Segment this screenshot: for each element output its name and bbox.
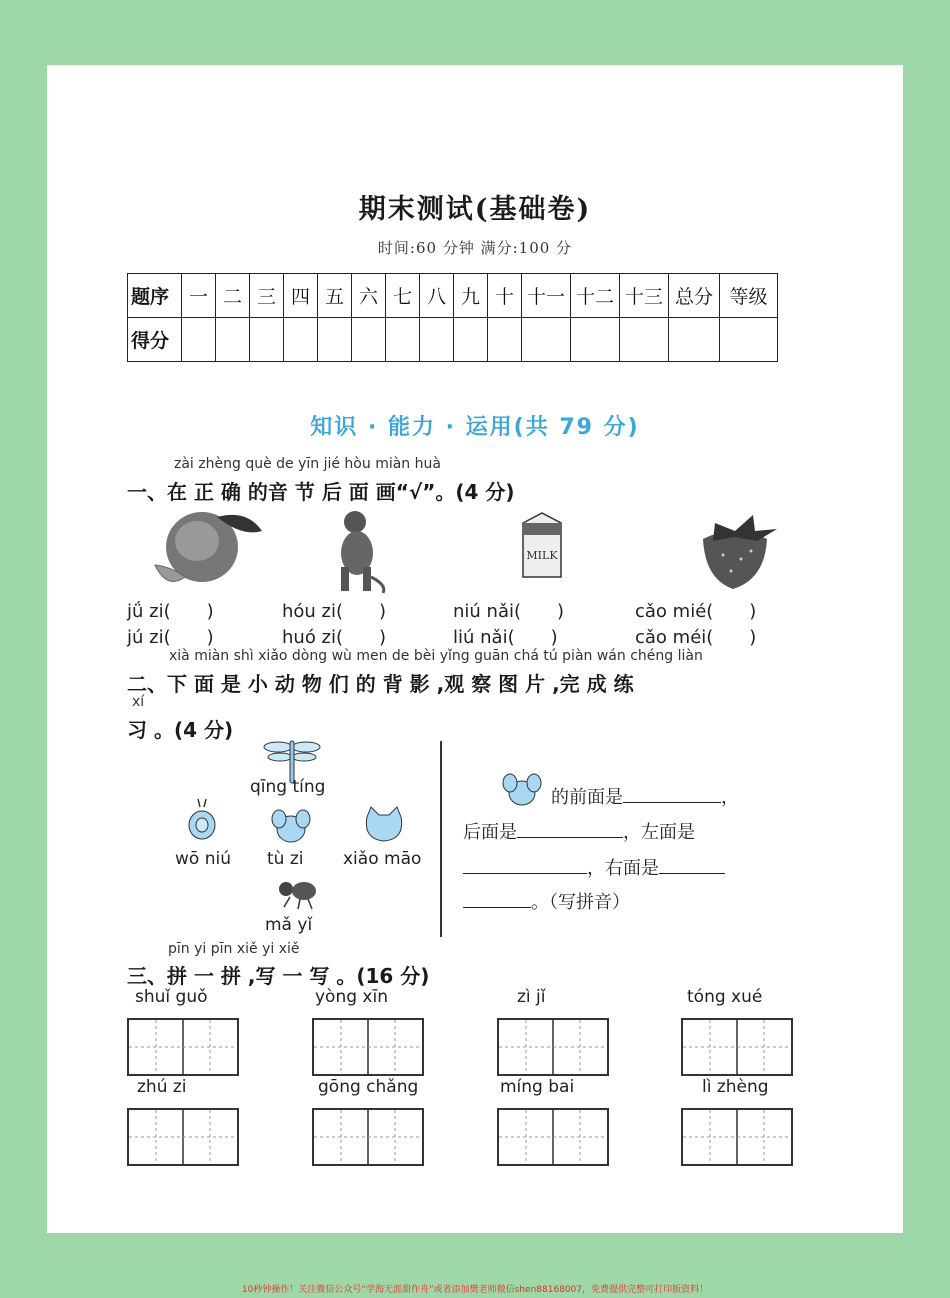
q2-text-front: 的前面是 — [551, 787, 623, 808]
q2-pinyin: xià miàn shì xiǎo dòng wù men de bèi yǐng guān chá tú piàn wán chéng liàn — [169, 648, 703, 664]
writing-grid[interactable] — [681, 1018, 793, 1076]
animal-label-ant: mǎ yǐ — [265, 915, 313, 935]
score-cell[interactable] — [571, 318, 620, 362]
q1-option: liú nǎi( ) — [453, 627, 558, 648]
score-cell[interactable] — [420, 318, 454, 362]
table-cell: 九 — [454, 274, 488, 318]
animal-label-snail: wō niú — [175, 849, 231, 869]
score-cell[interactable] — [250, 318, 284, 362]
q1-option: jǘ zi( ) — [127, 601, 214, 622]
score-cell[interactable] — [216, 318, 250, 362]
q2-line-1: 的前面是 ， — [551, 787, 739, 808]
score-cell[interactable] — [522, 318, 571, 362]
score-cell[interactable] — [386, 318, 420, 362]
writing-grid[interactable] — [127, 1018, 239, 1076]
table-cell: 三 — [250, 274, 284, 318]
table-cell: 五 — [318, 274, 352, 318]
table-row — [128, 318, 778, 362]
table-cell: 十二 — [571, 274, 620, 318]
milk-image — [517, 511, 567, 581]
score-cell[interactable] — [488, 318, 522, 362]
table-cell: 一 — [182, 274, 216, 318]
q1-option: jú zi( ) — [127, 627, 214, 648]
table-cell: 七 — [386, 274, 420, 318]
q3-pinyin-item: shuǐ guǒ — [135, 987, 208, 1007]
score-cell[interactable] — [669, 318, 720, 362]
q1-text: 一、在 正 确 的音 节 后 面 画“√”。(4 分) — [127, 480, 515, 504]
writing-grid[interactable] — [127, 1108, 239, 1166]
svg-text:MILK: MILK — [526, 549, 558, 562]
writing-grid[interactable] — [681, 1108, 793, 1166]
table-head: 得分 — [128, 318, 182, 362]
section-title: 知识 · 能力 · 运用(共 79 分) — [310, 415, 640, 440]
q2-line-3 — [463, 854, 725, 880]
q2-line-2 — [463, 818, 695, 844]
table-cell: 四 — [284, 274, 318, 318]
q3-text: 三、拼 一 拼 ,写 一 写 。(16 分) — [127, 964, 430, 988]
q1-option: niú nǎi( ) — [453, 601, 565, 622]
q3-pinyin-item: gōng chǎng — [318, 1077, 419, 1097]
table-cell: 八 — [420, 274, 454, 318]
q3-pinyin: pīn yi pīn xiě yi xiě — [168, 941, 300, 957]
q3-pinyin-item: lì zhèng — [702, 1077, 769, 1097]
cat-icon — [359, 805, 409, 845]
animal-label-dragonfly: qīng tíng — [250, 777, 326, 797]
q2-pinyin-2: xí — [132, 694, 145, 710]
score-cell[interactable] — [454, 318, 488, 362]
orange-image — [147, 505, 272, 595]
footer-notice: 10秒钟操作！关注微信公众号“学海无涯甜作舟”或者添加樊老师微信shen88168007，免费提供完整可打印版资料！ — [241, 1285, 709, 1295]
animal-label-cat: xiǎo māo — [343, 849, 422, 869]
exam-paper — [47, 65, 903, 1233]
q2-text-2: 习 。(4 分) — [127, 718, 234, 742]
score-table — [127, 273, 778, 362]
snail-icon — [182, 795, 222, 841]
rabbit-icon — [501, 771, 543, 811]
q3-pinyin-item: zhú zi — [137, 1077, 187, 1097]
q1-pinyin: zài zhèng què de yīn jié hòu miàn huà — [174, 456, 441, 472]
strawberry-image — [695, 509, 785, 593]
table-cell: 等级 — [720, 274, 778, 318]
q2-text-left: ，左面是 — [623, 822, 695, 843]
writing-grid[interactable] — [497, 1018, 609, 1076]
ant-icon — [272, 873, 322, 911]
table-head: 题序 — [128, 274, 182, 318]
answer-blank[interactable] — [623, 801, 721, 803]
writing-grid[interactable] — [312, 1018, 424, 1076]
writing-grid[interactable] — [497, 1108, 609, 1166]
score-cell[interactable] — [720, 318, 778, 362]
page-title: 期末测试(基础卷) — [358, 194, 592, 225]
table-cell: 十一 — [522, 274, 571, 318]
divider — [440, 741, 442, 937]
score-cell[interactable] — [620, 318, 669, 362]
table-cell: 二 — [216, 274, 250, 318]
q3-pinyin-item: míng bai — [500, 1077, 575, 1097]
answer-blank[interactable] — [659, 872, 725, 874]
score-cell[interactable] — [182, 318, 216, 362]
answer-blank[interactable] — [463, 906, 531, 908]
q1-option: huó zi( ) — [282, 627, 387, 648]
q2-text-right: ，右面是 — [587, 858, 659, 879]
table-cell: 总分 — [669, 274, 720, 318]
monkey-image — [325, 507, 395, 595]
table-cell: 六 — [352, 274, 386, 318]
answer-blank[interactable] — [463, 872, 587, 874]
score-cell[interactable] — [352, 318, 386, 362]
rabbit-icon — [269, 807, 313, 847]
table-cell: 十 — [488, 274, 522, 318]
writing-grid[interactable] — [312, 1108, 424, 1166]
score-cell[interactable] — [318, 318, 352, 362]
q2-text-end: 。（写拼音） — [531, 892, 630, 913]
table-cell: 十三 — [620, 274, 669, 318]
table-row — [128, 274, 778, 318]
q3-pinyin-item: zì jǐ — [517, 987, 546, 1007]
answer-blank[interactable] — [517, 836, 623, 838]
subtitle: 时间:60 分钟 满分:100 分 — [377, 239, 573, 257]
q3-pinyin-item: yòng xīn — [315, 987, 388, 1007]
q3-pinyin-item: tóng xué — [687, 987, 763, 1007]
q1-option: cǎo méi( ) — [635, 627, 757, 648]
animal-label-rabbit: tù zi — [267, 849, 304, 869]
score-cell[interactable] — [284, 318, 318, 362]
q1-option: hóu zi( ) — [282, 601, 387, 622]
q2-text-back: 后面是 — [463, 822, 517, 843]
q2-text: 二、下 面 是 小 动 物 们 的 背 影 ,观 察 图 片 ,完 成 练 — [127, 672, 634, 696]
q1-option: cǎo mié( ) — [635, 601, 757, 622]
q2-line-4 — [463, 888, 630, 914]
